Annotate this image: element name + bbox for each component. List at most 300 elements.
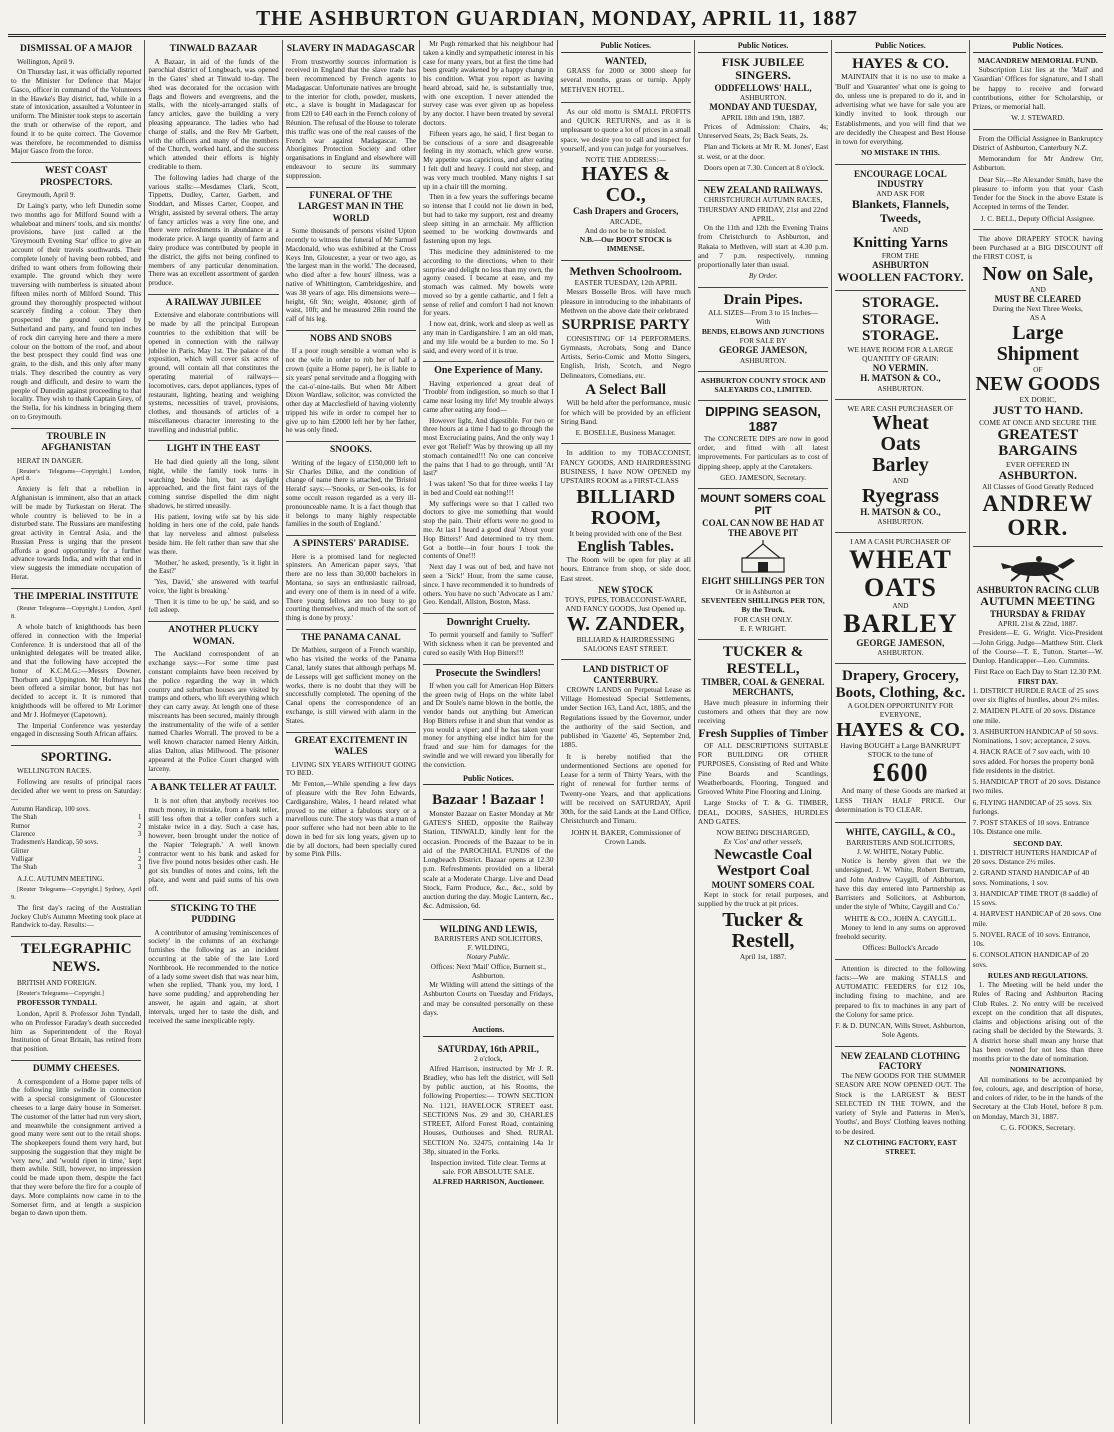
article-body: On Thursday last, it was officially reported to the Minister for Defence that Major Gasco, officer in command of the Volunteers in the Hawke's Bay district, had, while in a state of intoxication, assaulted a Volunteer in uniform. The Minister took steps to ascertain the truth or otherwise of the report, and found it to be quite correct. The Governor was therefore, he recommended to dismiss Major Gasco from the force. xyxy=(11,68,142,156)
ad-item: BARLEY xyxy=(843,609,958,639)
article-title: Prosecute the Swindlers! xyxy=(423,664,553,680)
article-title: WEST COAST PROSPECTORS. xyxy=(11,162,141,189)
result-row xyxy=(11,831,141,839)
race-item: 5. HANDICAP TROT of 20 sovs. Distance two miles. xyxy=(972,777,1101,796)
article-subhead: LIVING SIX YEARS WITHOUT GOING TO BED. xyxy=(285,760,417,778)
ad-bazaar xyxy=(423,788,553,915)
racehorse-icon xyxy=(983,553,1093,583)
article-body: The Imperial Conference was yesterday engaged in discussing South African affairs. xyxy=(11,721,142,739)
article-body: It is not often that anybody receives too much money, in mistake, from a bank teller, still less often that a teller confers such a mistake twice in a day. Such a case has, however, been brought under the notice of the Napier 'Telegraph.' A well known contractor went to his bank and asked for five five pound notes besides other cash. He got six bundles of notes and coins, left the place, and went and paid sums of his own off. xyxy=(148,796,279,893)
ad-first: First Race on Each Day to Start 12.30 P.M. xyxy=(974,667,1102,677)
article-title: LIGHT IN THE EAST xyxy=(148,440,278,456)
article-title: PROFESSOR TYNDALL xyxy=(17,999,97,1008)
article-body: This medicine they administered to me according to the directions, when to their surprise and delight no less than my own, the agony ceased. I became at ease, and my stomach was calmed. My bowels were moved so by a gentle cathartic, and I felt a sense of relief and comfort I had not known for years. xyxy=(423,247,554,318)
article-body: 'Then it is time to be up,' he said, and so fell asleep. xyxy=(148,597,279,615)
ad-dates: APRIL 21st & 22nd, 1887. xyxy=(997,619,1078,629)
article-title: GREAT EXCITEMENT IN WALES xyxy=(286,732,416,759)
result-name: The Shah xyxy=(11,814,37,822)
section-header: Public Notices. xyxy=(835,41,965,53)
race-item: 5. NOVEL RACE of 10 sovs. Entrance, 10s. xyxy=(972,929,1091,949)
ad-stock: NEW STOCK xyxy=(598,584,654,595)
ad-body: ALL SIZES—From 3 to 15 Inches— xyxy=(708,308,819,318)
ad-body: In addition to my TOBACCONIST, FANCY GOODS, AND HAIRDRESSING BUSINESS, I have NOW OPENED my UPSTAIRS ROOM as a FIRST-CLASS xyxy=(560,448,691,486)
ad-macandrew xyxy=(973,56,1103,126)
column-1 xyxy=(8,40,144,1424)
ad-item: OATS xyxy=(864,572,937,602)
column-7 xyxy=(831,40,968,1424)
ad-title: Drain Pipes. xyxy=(723,291,803,308)
ad-factory: WOOLLEN FACTORY. xyxy=(837,269,964,284)
article-body: 'Yes, David,' she answered with tearful voice, 'the light is breaking.' xyxy=(148,578,279,595)
ad-officers: President—E. G. Wright. Vice-President—John Grigg. Judge—Matthew Stitt. Clerk of the Course—T. E. Tutton. Starter—W. Dunlop. Handicapper—Leo. Cummins. xyxy=(972,628,1103,666)
article-title: TINWALD BAZAAR xyxy=(169,44,258,54)
ad-body: MAINTAIN that it is no use to make a 'Bull' and 'Guarantee' what one is going to do, unless one is prepared to do it, and in advertising what we have for sale you are kindly invited to look through our Establishments, and you will find that we are decidedly the Cheapest and Best House in town for everything. xyxy=(835,72,966,146)
ad-body: As our old motto is SMALL PROFITS and QUICK RETURNS, and as it is unpleasant to quote a lot of prices in a small space, we desire you to call and inspect for yourself, and you can judge for yourselves. xyxy=(560,106,691,153)
article-body: To permit yourself and family to 'Suffer!' With sickness when it can be prevented and cured so easily With Hop Bitters!!! xyxy=(423,631,554,657)
article-body: A Bazaar, in aid of the funds of the parochial district of Longbeach, was opened in the Gates' shed at Tinwald to-day. The shed was decorated for the occasion with flags and flowers and evergreens, and the stalls, with the nicely-arranged stalls of fancy articles, gave the building a very pleasing appearance. The ladies who had charge of stalls, and the Rev Mr Garbett, with the officers and many of the members of the Church, worked hard, and the success which attended their efforts is highly creditable to them. xyxy=(148,57,279,171)
ad-body: Monster Bazaar on Easter Monday at Mr GATES'S SHED, opposite the Railway Station, TINWALD, kindly lent for the occasion. Proceeds of the Bazaar to be in aid of the PAROCHIAL FUNDS of the Longbeach District. Bazaar opens at 12.30 p.m. Refreshments provided on a liberal scale at a Moderate Charge. Live and Dead Stock, Farm Produce, &c., &c., sold by auction during the day. Mogic Lantern, &c., &c. Admission, 6d. xyxy=(423,808,554,911)
ad-role: Notary Public. xyxy=(466,952,511,962)
ad-price2: SEVENTEEN SHILLINGS PER TON, By the Truck. xyxy=(701,596,825,615)
article-title: A RAILWAY JUBILEE xyxy=(148,294,278,310)
ad-body: Have much pleasure in informing their customers and others that they are now receiving xyxy=(697,697,829,726)
ad-body: The above DRAPERY STOCK having been Purchased at a BIG DISCOUNT off the FIRST COST, is xyxy=(972,233,1103,262)
ad-title: TUCKER & RESTELL, xyxy=(722,644,804,677)
result-place: 3 xyxy=(137,830,142,838)
ad-body: It being provided with one of the Best xyxy=(569,529,682,539)
ad-time: 2 o'clock, xyxy=(474,1054,503,1064)
article-title: NOBS AND SNOBS xyxy=(286,330,416,346)
ad-cash-purchaser-2 xyxy=(835,532,965,660)
article-title: SLAVERY IN MADAGASCAR xyxy=(286,44,416,54)
article-body: If a poor rough sensible a woman who is not the wife in order to rob her of half a crown (quite a Home paper), he is liable to six years' penal servitude and a flogging with the cat-o'-nine-tails. But when Mr Albert Dixon Wardlaw, solicitor, was convicted the other day at Macclesfield of having violently tripped his wife in order to compel her to give up to him £2000 left her by her father, he was only fined. xyxy=(285,347,417,435)
article-body: Next day I was out of bed, and have not seen a 'Sick!' Hour, from the same cause, since. I have recommended it to hundreds of others. You have no such 'Advocate as I am.' Geo. Kendall, Allston, Boston, Mass. xyxy=(423,563,554,607)
ad-wanted xyxy=(561,56,691,99)
article-title: A BANK TELLER AT FAULT. xyxy=(148,779,278,795)
ad-must: MUST BE CLEARED xyxy=(994,293,1081,304)
ad-date: April 1st, 1887. xyxy=(739,952,787,962)
ad-hand: JUST TO HAND. xyxy=(992,403,1083,418)
ad-coal-head: NOW BEING DISCHARGED, xyxy=(716,828,810,838)
article-body: From trustworthy sources information is received in England that the slave trade has been recommenced by French agents to Madagascar. Unfortunate natives are brought to the interior for cloth, powder, muskets, etc., a slave is bought in Madagascar for from £20 to £40 each in the French colony of Réunion. The refusal of the House to tolerate this traffic was one of the real causes of the French war against Madagascar. The Aborigines Protection Society and other organisations in England and elsewhere will endeavour to secure its summary suppression. xyxy=(285,57,417,180)
ad-title: ASHBURTON COUNTY STOCK AND SALEYARDS CO., LIMITED. xyxy=(700,375,826,394)
ad-body: And many of these Goods are marked at LESS THAN HALF PRICE. Our determination is TO CLEAR. xyxy=(835,786,966,814)
ad-bankruptcy xyxy=(973,129,1103,226)
columns xyxy=(8,40,1106,1424)
ad-place: ARCADE, xyxy=(609,216,642,226)
ad-rules-head: RULES AND REGULATIONS. xyxy=(987,970,1088,980)
ad-coal2: Westport Coal xyxy=(716,863,810,880)
ad-town: ASHBURTON. xyxy=(877,383,924,393)
ad-body: Alfred Harrison, instructed by Mr J. R. Bradley, who has left the district, will Sell by public auction, at his Rooms, the following Properties:— TOWN SECTION No. 1121, HAVELOCK STREET east. SECTIONS Nos. 29 and 30, CHARLES STREET, Alford Forest Road, containing Houses, Outhouses and Shed. RURAL SECTION No. 32475, containing 14a 1r 38p, situated in the Forks. xyxy=(423,1063,554,1156)
ad-where: Or in Ashburton at xyxy=(735,586,791,596)
article-body: Mr Pugh remarked that his neighbour had taken a kindly and sympathetic interest in his case for many years, but at first the time had been greatly awakened by a happy change in his condition. What you report as having heard abroad, said he, is substantially true, with one exception. I never attended the survey case was ever given up as hopeless by any doctor. I have been treated by several doctors. xyxy=(423,40,554,128)
masthead-title: THE ASHBURTON GUARDIAN, MONDAY, APRIL 11, 1887 xyxy=(8,6,1106,37)
ad-title: STORAGE. STORAGE. STORAGE. xyxy=(862,295,939,345)
ad-item: Wheat xyxy=(872,412,929,435)
ad-price: EIGHT SHILLINGS PER TON xyxy=(701,576,825,587)
ad-knitting: Knitting Yarns xyxy=(852,234,948,251)
ad-body: On the 11th and 12th the Evening Trains from Christchurch to Ashburton, and Rakaia to Methven, will start at 4.30 p.m. and 7 p.m. respectively, running proportionally later than usual. xyxy=(697,223,829,270)
ad-detail: CONSISTING OF 14 PERFORMERS. Gymnasts, Acrobats, Song and Dance Artists, Serio-Comic and Motto Singers, English, Irish, Scotch, and Negro Delineators, Comedians, etc. xyxy=(560,333,691,380)
ad-body: Notice is hereby given that we the undersigned, J. W. White, Robert Bertram, and John Andrew Caygill, of Ashburton, have this day entered into Partnership as Barristers and Solicitors, at Ashburton, under the style of 'White, Caygill and Co.' xyxy=(835,856,966,912)
column-5 xyxy=(557,40,694,1424)
ad-title: HAYES & CO., xyxy=(581,163,671,207)
ad-noms-head: NOMINATIONS. xyxy=(1009,1065,1066,1075)
ad-tag: And do not be to be misled. xyxy=(584,225,667,235)
article-body: The Auckland correspondent of an exchange says:—For some time past constant complaints have been received by the police regarding the way in which country and suburban houses are visited by tramps and others, who lift everything which they can carry away. At length one of these miscreants has been secured, mainly through the instrumentality of the wife of a settler named Charles Worrall. The proved to be a well known character named Henry Aitkin, alias Dalton, alias Millwood. The prisoner appeared at the Police Court charged with larceny. xyxy=(148,650,279,773)
ad-nb: N.B.—Our BOOT STOCK is IMMENSE. xyxy=(579,235,672,254)
article-title: THE PANAMA CANAL xyxy=(286,629,416,645)
ad-auction xyxy=(423,1040,553,1189)
ad-signed: JOHN H. BAKER, Commissioner of Crown Lands. xyxy=(570,827,681,846)
article-title: One Experience of Many. xyxy=(423,361,553,377)
ad-title: FISK JUBILEE SINGERS. xyxy=(721,54,805,83)
ad-title: MOUNT SOMERS COAL PIT xyxy=(700,493,826,518)
result-name: Autumn Handicap, 100 sovs. xyxy=(11,806,91,814)
ad-bends: BENDS, ELBOWS AND JUNCTIONS xyxy=(701,326,825,336)
ad-body: The CONCRETE DIPS are now in good order, and fitted with all latest improvements. For particulars as to cost of dipping sheep, apply at the Caretakers. xyxy=(697,433,829,471)
column-3 xyxy=(282,40,419,1424)
article-title: SPORTING. xyxy=(11,745,141,765)
ad-title: WILDING AND LEWIS, xyxy=(439,923,537,934)
result-place: 2 xyxy=(137,855,142,863)
race-item: 3. ASHBURTON HANDICAP of 50 sovs. Nominations, 1 sov; acceptance, 2 sovs. xyxy=(972,726,1099,746)
ad-town: ASHBURTON. xyxy=(739,355,787,365)
ad-billiard xyxy=(561,443,691,656)
article-title: STICKING TO THE PUDDING xyxy=(148,900,278,927)
ad-stock-list: TOYS, PIPES, TOBACCONIST-WARE, AND FANCY GOODS, Just Opened up. xyxy=(564,595,687,614)
article-body: A contributor of amusing 'reminiscences of society' in the columns of an exchange furnishes the following as an incident occurring at the table of the late Lord Northbrook. He recommended to the notice of a lady some sweet dish that was near him, when she replied, 'Thank you, my lord, I have some pudding,' and apprehending her answer, he again and again, at short intervals, urged her to taste the dish, and received the same inexplicable reply. xyxy=(148,928,279,1025)
ad-sign: E. F. WRIGHT. xyxy=(739,623,787,633)
article-title: ANOTHER PLUCKY WOMAN. xyxy=(148,621,278,648)
ad-somers2: Kept in stock for retail purposes, and supplied by the truck at pit prices. xyxy=(697,889,829,909)
result-place: 1 xyxy=(137,814,142,822)
article-body: The following ladies had charge of the various stalls:—Mesdames Clark, Scott, Tippetts, Dudley, Carter, Garbett, and Stoddart, and Misses Carter, Cooper, and Wright, assisted by several others. The array of fancy articles was a very fine one, and there were refreshments in abundance at a moderate price. A large quantity of farm and dairy produce was contributed by people in the district, the gifts not being confined to members of any particular denomination. There was an excellent assortment of garden produce. xyxy=(148,173,279,288)
article-title: THE IMPERIAL INSTITUTE xyxy=(11,588,141,604)
ad-hayes xyxy=(561,102,691,257)
race-item: 6. CONSOLATION HANDICAP of 20 sovs. xyxy=(972,950,1089,969)
ad-fisk xyxy=(698,56,828,177)
ad-item: AND xyxy=(892,476,909,486)
section-header: Public Notices. xyxy=(561,41,691,53)
article-title: DUMMY CHEESES. xyxy=(11,1060,141,1076)
dateline: Greymouth, April 9. xyxy=(17,191,76,200)
ad-tag: NZ CLOTHING FACTORY, EAST STREET. xyxy=(844,1137,957,1157)
ad-cash-purchaser xyxy=(835,399,965,529)
article-body: Dr Laing's party, who left Dunedin some two months ago for Milford Sound with a whaleboat and miners' tools, and six months' provisions, have just called at the 'Greymouth Evening Star' office to give an account of their travels southwards. Their complete lonely of having been robbed, and drifted to want others from following their example. The ground which they were traversing with numberless is situated about fifteen miles north of Milford Sound. This ground they thoroughly prospected without scarcely finding a colour. They then prospected the ground occupied by Sutherland and party, and found ten inches of rock dirt carrying here and there a mere colour on the bottom of the roof, and about the best prospect they could find was one grain, to the dish, and this only after many trials. They described the country as very rough and difficult, and desire to warn the people of Dunedin against proceeding to that locality. They wish to thank Captain Grey, of the Stella, for his kindness in bringing them on to Greymouth. xyxy=(11,202,142,421)
ad-date: SATURDAY, 16th APRIL, xyxy=(437,1043,539,1054)
result-row xyxy=(11,806,141,814)
ad-auctioneer: ALFRED HARRISON, Auctioneer. xyxy=(432,1176,545,1186)
article-body: Anxiety is felt that a rebellion in Afghanistan is imminent, also that an attack will be made by Turkestan on Herat. The whole country is believed to be in a disturbed state. The Russians are manifesting great activity in Central Asia, and the Russian Press is urging that the present affords a good opportunity for a further advance towards India, and with that end in view suggests the immediate occupation of Herat. xyxy=(11,485,142,582)
result-row xyxy=(11,864,141,872)
result-place: 3 xyxy=(137,864,142,872)
ad-during: During the Next Three Weeks, xyxy=(992,304,1083,314)
ad-days: MONDAY AND TUESDAY, xyxy=(709,102,817,113)
result-row xyxy=(11,856,141,864)
ad-and: AND xyxy=(1029,284,1046,294)
dateline: (Reuter Telegrams—Copyright.) London, April 8. xyxy=(11,605,142,621)
ad-storage xyxy=(835,290,965,396)
ad-list: OF ALL DESCRIPTIONS SUITABLE FOR BUILDING OR OTHER PURPOSES, Consisting of Red and White Pine Boards and Scantlings, Weatherboards, Flooring, Tongued and Grooved White Pine Flooring and Lining. xyxy=(697,740,829,797)
ad-now: Now on Sale, xyxy=(982,262,1094,285)
ad-name: J. W. WHITE, Notary Public. xyxy=(856,846,944,856)
ad-goods: Blankets, Flannels, Tweeds, xyxy=(851,197,949,225)
article-body: Mr Fenton,—While spending a few days of pleasure with the Rev John Edwards, Cardiganshire, Wales, I heard related what proved to me either a fabulous story or a marvellous cure. The story was that a man of poor sufferer who had not been able to lie down in bed for six long years, given up to die by all doctors, had been specially cured by some Pink Pills. xyxy=(285,780,417,859)
ad-body: It is hereby notified that the undermentioned Sections are opened for Lease for a term of Thirty Years, with the right of renewal for further terms of Twenty-one Years, and that applications will be received on SATURDAY, April 30th, for the said Lands at the Land Office, Christchurch and Timaru. xyxy=(560,751,691,826)
ad-head: SURPRISE PARTY xyxy=(561,317,690,334)
ad-body: Subscription List lies at the 'Mail' and 'Guardian' Offices for signature, and I shall be happy to receive and forward contributions, either for Scholarship, or Prizes, or memorial hall. xyxy=(972,65,1103,111)
ad-plan: Plan and Tickets at Mr R. M. Jones', East st. west, or at the door. xyxy=(697,142,829,161)
result-name: Vulligar xyxy=(11,855,34,863)
ad-land xyxy=(561,659,691,849)
ad-sign: J. C. BELL, Deputy Official Assignee. xyxy=(980,213,1095,223)
ad-town: ASHBURTON. xyxy=(877,647,924,657)
race-results xyxy=(11,806,141,872)
ad-ex: EX DORIC, xyxy=(1019,394,1057,404)
article-body: I now eat, drink, work and sleep as well as any man in Cardiganshire. I am an old man, and my life would be a burden to me. So I said, and every word of it is true. xyxy=(423,320,554,355)
ad-body: Attention is directed to the following facts:—We are making STALLS and AUTOMATIC FEEDERS for £12 10s, including fixing to machine, and are prepared to fix to machines in any part of the Colony for same price. xyxy=(835,963,966,1019)
ad-body: CROWN LANDS on Perpetual Lease as Village Homestead Special Settlements, under Section 163, Land Act, 1885, and the Regulations issued by the Governor, under the authority of the said Section, and published in 'Gazette' 45, September 2nd, 1885. xyxy=(560,684,691,750)
ad-name: GEORGE JAMESON, xyxy=(719,345,808,356)
ad-name: HAYES & CO. xyxy=(836,718,965,741)
ad-closing: Inspection invited. Title clear. Terms at sale. FOR ABSOLUTE SALE. xyxy=(430,1158,546,1177)
ad-methven xyxy=(561,260,691,441)
ad-order: By Order. xyxy=(748,271,778,281)
article-body: Then in a few years the sufferings became so intense that I could not lie down in bed, but had to take my support, rest and dreamy sleep sitting in an armchair. My affliction seemed to be working downwards and fastening upon my legs. xyxy=(423,193,554,246)
ad-title: ASHBURTON RACING CLUB xyxy=(976,585,1100,595)
ad-tucker xyxy=(698,639,828,965)
article-body: London, April 8. Professor John Tyndall, who on Professor Faraday's death succeeded him as Superintendent of the Royal Institution of Great Britain, has retired from that position. xyxy=(11,1010,142,1054)
ad-body: Messrs Bosselle Bros. will have much pleasure in introducing to the inhabitants of Methven on the above date their celebrated xyxy=(560,287,691,315)
ad-town: ASHBURTON. xyxy=(998,468,1077,483)
ad-greatest: GREATEST BARGAINS xyxy=(997,426,1079,460)
result-name: Glitter xyxy=(11,847,29,855)
ad-title: WANTED, xyxy=(604,55,647,66)
ad-item: AND xyxy=(892,600,909,610)
ad-sign: Tucker & Restell, xyxy=(722,909,804,953)
race-item: 6. FLYING HANDICAP of 25 sovs. Six furlongs. xyxy=(972,797,1092,816)
ad-coal-ex: Ex 'Cos' and other vessels, xyxy=(723,837,803,847)
article-body: My sufferings were so that I called two doctors to give me something that would stop the pain. Their efforts were no good to me. At last I heard a good deal 'About your Hop Bitters!' And determined to try them. Got a bottle—in four hours I took the contents of One!!! xyxy=(423,499,554,561)
article-body: If when you call for American Hop Bitters the green twig of Hops on the white label and Dr Soule's name blown in the bottle, the vendor hands out anything but American Hop Bitters refuse it and shun that vendor as you would a viper; and if he has taken your money for anything else indict him for the fraud and sue him for damages for the swindle and we will reward you liberally for the conviction. xyxy=(423,681,554,769)
ad-title: NEW ZEALAND RAILWAYS. xyxy=(703,185,823,196)
ad-name: ASHBURTON xyxy=(872,260,929,271)
race-item: 1. DISTRICT HURDLE RACE of 25 sovs over six flights of hurdles, about 2½ miles. xyxy=(972,685,1100,705)
ad-item: Barley xyxy=(872,454,929,477)
ad-somers: MOUNT SOMERS COAL xyxy=(711,879,815,890)
ad-racing xyxy=(973,546,1103,1135)
ad-tables: English Tables. xyxy=(577,538,675,555)
race-item: 7. POST STAKES of 10 sovs. Entrance 10s. Distance one mile. xyxy=(972,818,1090,837)
ad-addr: BILLIARD & HAIRDRESSING SALOONS EAST STREET. xyxy=(576,634,675,653)
article-body: Writing of the legacy of £150,000 left to Sir Charles Dilke, and the condition of change of name there is attached, the 'Bristol Herald' says:—'Snooks, or Sen-ooks, is for some occult reason regarded as a very ill-pronounceable name. It is a fact though that it belongs to many highly respectable families in the south of England.' xyxy=(285,458,417,529)
ad-asa: AS A xyxy=(1029,313,1046,323)
ad-dipping xyxy=(698,400,828,485)
ad-from: FROM THE xyxy=(881,251,919,261)
ad-title: MACANDREW MEMORIAL FUND. xyxy=(977,55,1098,65)
ad-cash: FOR CASH ONLY. xyxy=(733,614,793,624)
ad-andrew-orr xyxy=(973,229,1103,543)
article-body: A correspondent of a Home paper tells of the following little swindle in connection with a special consignment of Gloucester cheeses to a large dairy house in Somerset. The customer of the latter had run very short, and meanwhile the consignment arrived a good many were sent out to the retail shops. The shopkeepers found them very hard, but supposing the suggestion that they might be 'very new,' and 'would ripen in time,' kept them awhile. Still, however, no impression could be made upon them, despite the fact that they were before the fire for a couple of days. More complaints now came in to the Somerset firm, and at length a suspicion began to dawn upon them. xyxy=(11,1077,142,1218)
section-sub: BRITISH AND FOREIGN. xyxy=(17,978,97,987)
ad-sub: COAL CAN NOW BE HAD AT THE ABOVE PIT xyxy=(702,517,825,539)
ad-coal: Newcastle Coal xyxy=(714,846,812,863)
article-body: He had died quietly all the long, silent night, while the family took turns in watching beside him, but as daylight approached, and the first faint rays of the coming sunrise dispelled the dim night shadows, he stirred uneasily. xyxy=(148,457,279,510)
ad-new: NEW GOODS xyxy=(975,372,1101,395)
ad-sub: BARRISTERS AND SOLICITORS, xyxy=(434,933,543,943)
ad-title: DIPPING SEASON, 1887 xyxy=(705,404,821,434)
ad-item: Oats xyxy=(880,433,921,456)
ad-town: ASHBURTON. xyxy=(877,516,924,526)
ad-town: ASHBURTON. xyxy=(739,92,787,102)
result-row xyxy=(11,814,141,822)
ad-body: WE ARE CASH PURCHASER OF xyxy=(847,404,954,414)
ad-title: WHITE, CAYGILL, & CO., xyxy=(845,827,956,838)
ad-body: I AM A CASH PURCHASER OF xyxy=(850,537,951,547)
ad-stock: Large Stocks of T. & G. TIMBER, DEAL, DOORS, SASHES, HURDLES AND GATES. xyxy=(697,798,829,826)
ad-body: Mr Wilding will attend the sittings of the Ashburton Courts on Tuesday and Fridays, and may be consulted personally on these days. xyxy=(423,980,554,1017)
ad-of: OF xyxy=(1033,364,1043,374)
ad-days: THURSDAY & FRIDAY xyxy=(990,608,1086,619)
ad-rules: 1. The Meeting will be held under the Rules of Racing and Ashburton Racing Club Rules. 2. No entry will be received except on the condition that all disputes, claims and objections arising out of the racing shall be decided by the Stewards. 3. A district horse shall mean any horse that has been owned for not less than three months prior to the date of nomination. xyxy=(972,980,1103,1064)
column-8 xyxy=(969,40,1106,1424)
ad-and: AND xyxy=(892,225,909,235)
result-name: The Shah xyxy=(11,864,37,872)
column-6 xyxy=(694,40,831,1424)
ad-sign: F. & D. DUNCAN, Wills Street, Ashburton, Sole Agents. xyxy=(835,1021,966,1040)
ad-drain xyxy=(698,287,828,368)
ad-body: The NEW GOODS FOR THE SUMMER SEASON ARE NOW OPENED OUT. The Stock is the LARGEST & BEST SELECTED IN THE TOWN, and the variety of Style and Patterns in Men's, Youths', and Boys' Clothing leaves nothing to be desired. xyxy=(835,1071,966,1136)
ad-hall: ODDFELLOWS' HALL, xyxy=(714,82,812,93)
article-body: Here is a promised land for neglected spinsters. An American paper says, 'that there are no less than 30,000 bachelors in Montana, so says an enthusiastic railroad, and every one of them is in need of a wife. There young fellows are too busy to go courting themselves, and much of the sort of thing is done by proxy.' xyxy=(285,552,417,623)
ad-sub: BARRISTERS AND SOLICITORS, xyxy=(846,837,955,847)
ad-ballnote: Will be held after the performance, music for which will be provided by an efficient String Band. xyxy=(560,398,691,426)
article-title: DISMISSAL OF A MAJOR xyxy=(20,44,133,54)
section-source: [Reuter's Telegrams—Copyright.] xyxy=(17,989,104,997)
ad-large: Large Shipment xyxy=(996,321,1079,365)
ad-body: WE HAVE ROOM FOR A LARGE QUANTITY OF GRAIN: xyxy=(847,344,954,363)
ad-body: The Room will be open for play at all hours. Entrance from shop, or side door, East street. xyxy=(560,555,691,583)
ad-fresh: Fresh Supplies of Timber xyxy=(698,726,828,741)
section-header: Public Notices. xyxy=(973,41,1103,53)
article-subhead: WELLINGTON RACES. xyxy=(17,767,92,776)
ad-note: NOTE THE ADDRESS:— xyxy=(585,155,666,165)
ad-body: Having BOUGHT a Large BANKRUPT STOCK to the tune of xyxy=(840,740,961,759)
ad-body: Dear Sir,—Re Alexander Smith, have the pleasure to inform you that your Cash Tender for the Stock in the above Estate is Accepted in terms of the Tender. xyxy=(972,174,1103,212)
article-title: Downright Cruelty. xyxy=(423,613,553,629)
column-4 xyxy=(419,40,556,1424)
ad-prices: Prices of Admission: Chairs, 4s; Unreserved Seats, 2s; Back Seats, 2s. xyxy=(697,121,829,141)
race-item: 4. HARVEST HANDICAP of 20 sovs. One mile. xyxy=(972,909,1102,928)
ad-sub: AUTUMN MEETING xyxy=(980,594,1096,609)
column-2 xyxy=(144,40,281,1424)
ad-title: HAYES & CO. xyxy=(852,55,949,72)
ad-come: COME AT ONCE AND SECURE THE xyxy=(979,417,1097,427)
article-body: Some thousands of persons visited Upton recently to witness the funeral of Mr Samuel Macdonald, who was exhibited at the Cross Keys Inn, Gloucester, a year or two ago, as 'the largest man in the world.' The deceased, who died after a few hours' illness, was a native of Whittington, Cambridgeshire, and was 38 years of age. His dimensions were—height, 6ft 9in; weight, 40stone; girth of waist, 10ft; and he measured 28in round the calf of his leg. xyxy=(285,227,417,324)
section-header: Public Notices. xyxy=(698,41,828,53)
race-item: 1. DISTRICT HUNTERS HANDICAP of 20 sovs. Distance 2½ miles. xyxy=(972,847,1097,867)
ad-amount: £600 xyxy=(872,758,929,788)
ad-white-caygill xyxy=(835,822,965,955)
result-row xyxy=(11,839,141,847)
ad-name: GEORGE JAMESON, xyxy=(856,637,945,648)
ad-title: LAND DISTRICT OF CANTERBURY. xyxy=(582,664,669,685)
ad-day1: FIRST DAY. xyxy=(1017,676,1058,686)
ad-date: EASTER TUESDAY, 12th APRIL xyxy=(574,278,677,288)
ad-sign: GEO. JAMESON, Secretary. xyxy=(720,472,807,482)
dateline: [Reuter's Telegrams—Copyright.] London, April 8. xyxy=(11,467,142,483)
ad-sub: A GOLDEN OPPORTUNITY FOR EVERYONE, xyxy=(847,701,954,720)
article-title: SNOOKS. xyxy=(286,441,416,457)
race-item: 2. GRAND STAND HANDICAP of 40 sovs. Nominations, 1 sov. xyxy=(972,868,1090,887)
ad-item: WHEAT xyxy=(849,545,952,575)
article-body: Having experienced a great deal of 'Trouble' from indigestion, so much so that I came near losing my life! My trouble always came after eating any food— xyxy=(423,379,554,414)
ad-sign: WHITE & CO., JOHN A. CAYGILL. xyxy=(844,913,957,923)
article-body: A whole batch of knighthoods has been offered in connection with the Imperial Conference. It is understood that all of the unknighted delegates will be treated alike, and that the following have accepted the honor of K.C.M.G.:—Messrs Downer, Thorburn and Uppington. Mr Hofmeyr has been offered a similar honor, but has not decided to accept it. It is rumored that knighthoods will be offered to Mr Lorimer and Mr J. Hofmeyer (Capetown). xyxy=(11,623,142,719)
ad-title: Bazaar ! Bazaar ! xyxy=(432,792,545,809)
ad-drapery xyxy=(835,663,965,819)
ad-clothing xyxy=(835,1046,965,1160)
result-row xyxy=(11,823,141,831)
ad-name: W. ZANDER, xyxy=(566,612,685,635)
ad-saleyards xyxy=(698,371,828,398)
ad-ever: EVER OFFERED IN xyxy=(1005,459,1070,469)
article-body: Fifteen years ago, he said, I first began to be conscious of a sore and disagreeable feeling in my stomach, which grew worse. My appetite was capricious, and after eating I felt dull and heavy. I could not sleep, and was very much troubled. Many nights I sat up in a chair till the morning. xyxy=(423,129,554,191)
ad-line: Cash Drapers and Grocers, xyxy=(573,206,679,217)
ad-name: F. WILDING, xyxy=(467,943,509,953)
article-subhead: HERAT IN DANGER. xyxy=(17,456,83,465)
ad-ball: A Select Ball xyxy=(585,381,667,398)
ad-noms: All nominations to be accompanied by fee, colours, age, and description of horse, and colors of rider, to be in the hands of the Secretary at the Club Hotel, before 8 p.m. on Monday, March 31, 1887. xyxy=(972,1074,1103,1121)
ad-office: Offices: Bullock's Arcade xyxy=(862,943,939,953)
ad-body: From the Official Assignee in Bankruptcy District of Ashburton, Canterbury N.Z. xyxy=(972,133,1103,152)
race-item: 4. HACK RACE of 7 sov each, with 10 sovs added. For horses the property bonâ fide residents in the district. xyxy=(972,747,1094,775)
ad-intro: ENCOURAGE LOCAL INDUSTRY xyxy=(854,168,947,189)
result-name: Clarence xyxy=(11,830,36,838)
result-place: 2 xyxy=(137,822,142,830)
section-header: Public Notices. xyxy=(423,774,553,786)
article-body: However light, And digestible. For two or three hours at a time I had to go through the most Excruciating pains, And the only way I ever got 'Relief!' Was by throwing up all my stomach contained!!! No one can conceive the pains that I had to go through, until 'At last?' xyxy=(423,416,554,478)
result-row xyxy=(11,848,141,856)
article-body: Following are results of principal races decided after we went to press on Saturday:— xyxy=(11,777,142,804)
ad-title: NEW ZEALAND CLOTHING FACTORY xyxy=(840,1050,961,1071)
ad-office: Offices: Next 'Mail' Office, Burnett st., Ashburton. xyxy=(430,961,546,980)
result-name: Rumor xyxy=(11,822,30,830)
ad-woollen xyxy=(835,164,965,288)
result-name: Tradesmen's Handicap, 50 sovs. xyxy=(11,839,99,847)
ad-hayes2 xyxy=(835,56,965,161)
ad-sign: W. J. STEWARD. xyxy=(1011,113,1065,123)
ad-title: Drapery, Grocery, Boots, Clothing, &c. xyxy=(835,668,966,701)
ad-doors: Doors open at 7.30. Concert at 8 o'clock. xyxy=(703,162,825,172)
ad-body: GRASS for 2000 or 3000 sheep for several months, grass or turnip. Apply METHVEN HOTEL. xyxy=(560,66,691,94)
ad-loan: Money to lend in any sums on approved freehold security. xyxy=(835,922,966,941)
ad-sign: C. G. FOOKS, Secretary. xyxy=(1000,1122,1076,1132)
ad-title: Methven Schoolroom. xyxy=(569,263,682,278)
dateline: Wellington, April 9. xyxy=(17,57,75,66)
ad-vermin: NO VERMIN. xyxy=(872,363,929,374)
section-title: TELEGRAPHIC NEWS. xyxy=(11,936,141,977)
ad-tag: NO MISTAKE IN THIS. xyxy=(861,148,940,158)
article-body: Extensive and elaborate contributions will be made by all the principal European countries to the exhibition that will be opened in connection with the railway jubilee in Paris, May 1st. The palace of the exposition, which will cover six acres of ground, will contain all that constitutes the operating material of railways—locomotives, cars, depot appliances, types of restaurant, lighting, heating and weighing systems, necessities of travel, provisions, clothes, and thousands of articles of a miscellaneous character interesting to the travelling and industrial public. xyxy=(148,311,279,434)
article-title: TROUBLE IN AFGHANISTAN xyxy=(11,428,141,455)
ad-sub: CHRISTCHURCH AUTUMN RACES, THURSDAY AND FRIDAY, 21st and 22nd APRIL. xyxy=(698,195,828,223)
ad-day2: SECOND DAY. xyxy=(1013,838,1063,848)
ad-body: Memorandum for Mr Andrew Orr, Ashburton. xyxy=(972,154,1103,173)
article-body: His patient, loving wife sat by his side holding in hers one of the cold, pale hands that lay nerveless and almost pulseless beside him. He felt rather than saw that she was there. xyxy=(148,512,279,556)
